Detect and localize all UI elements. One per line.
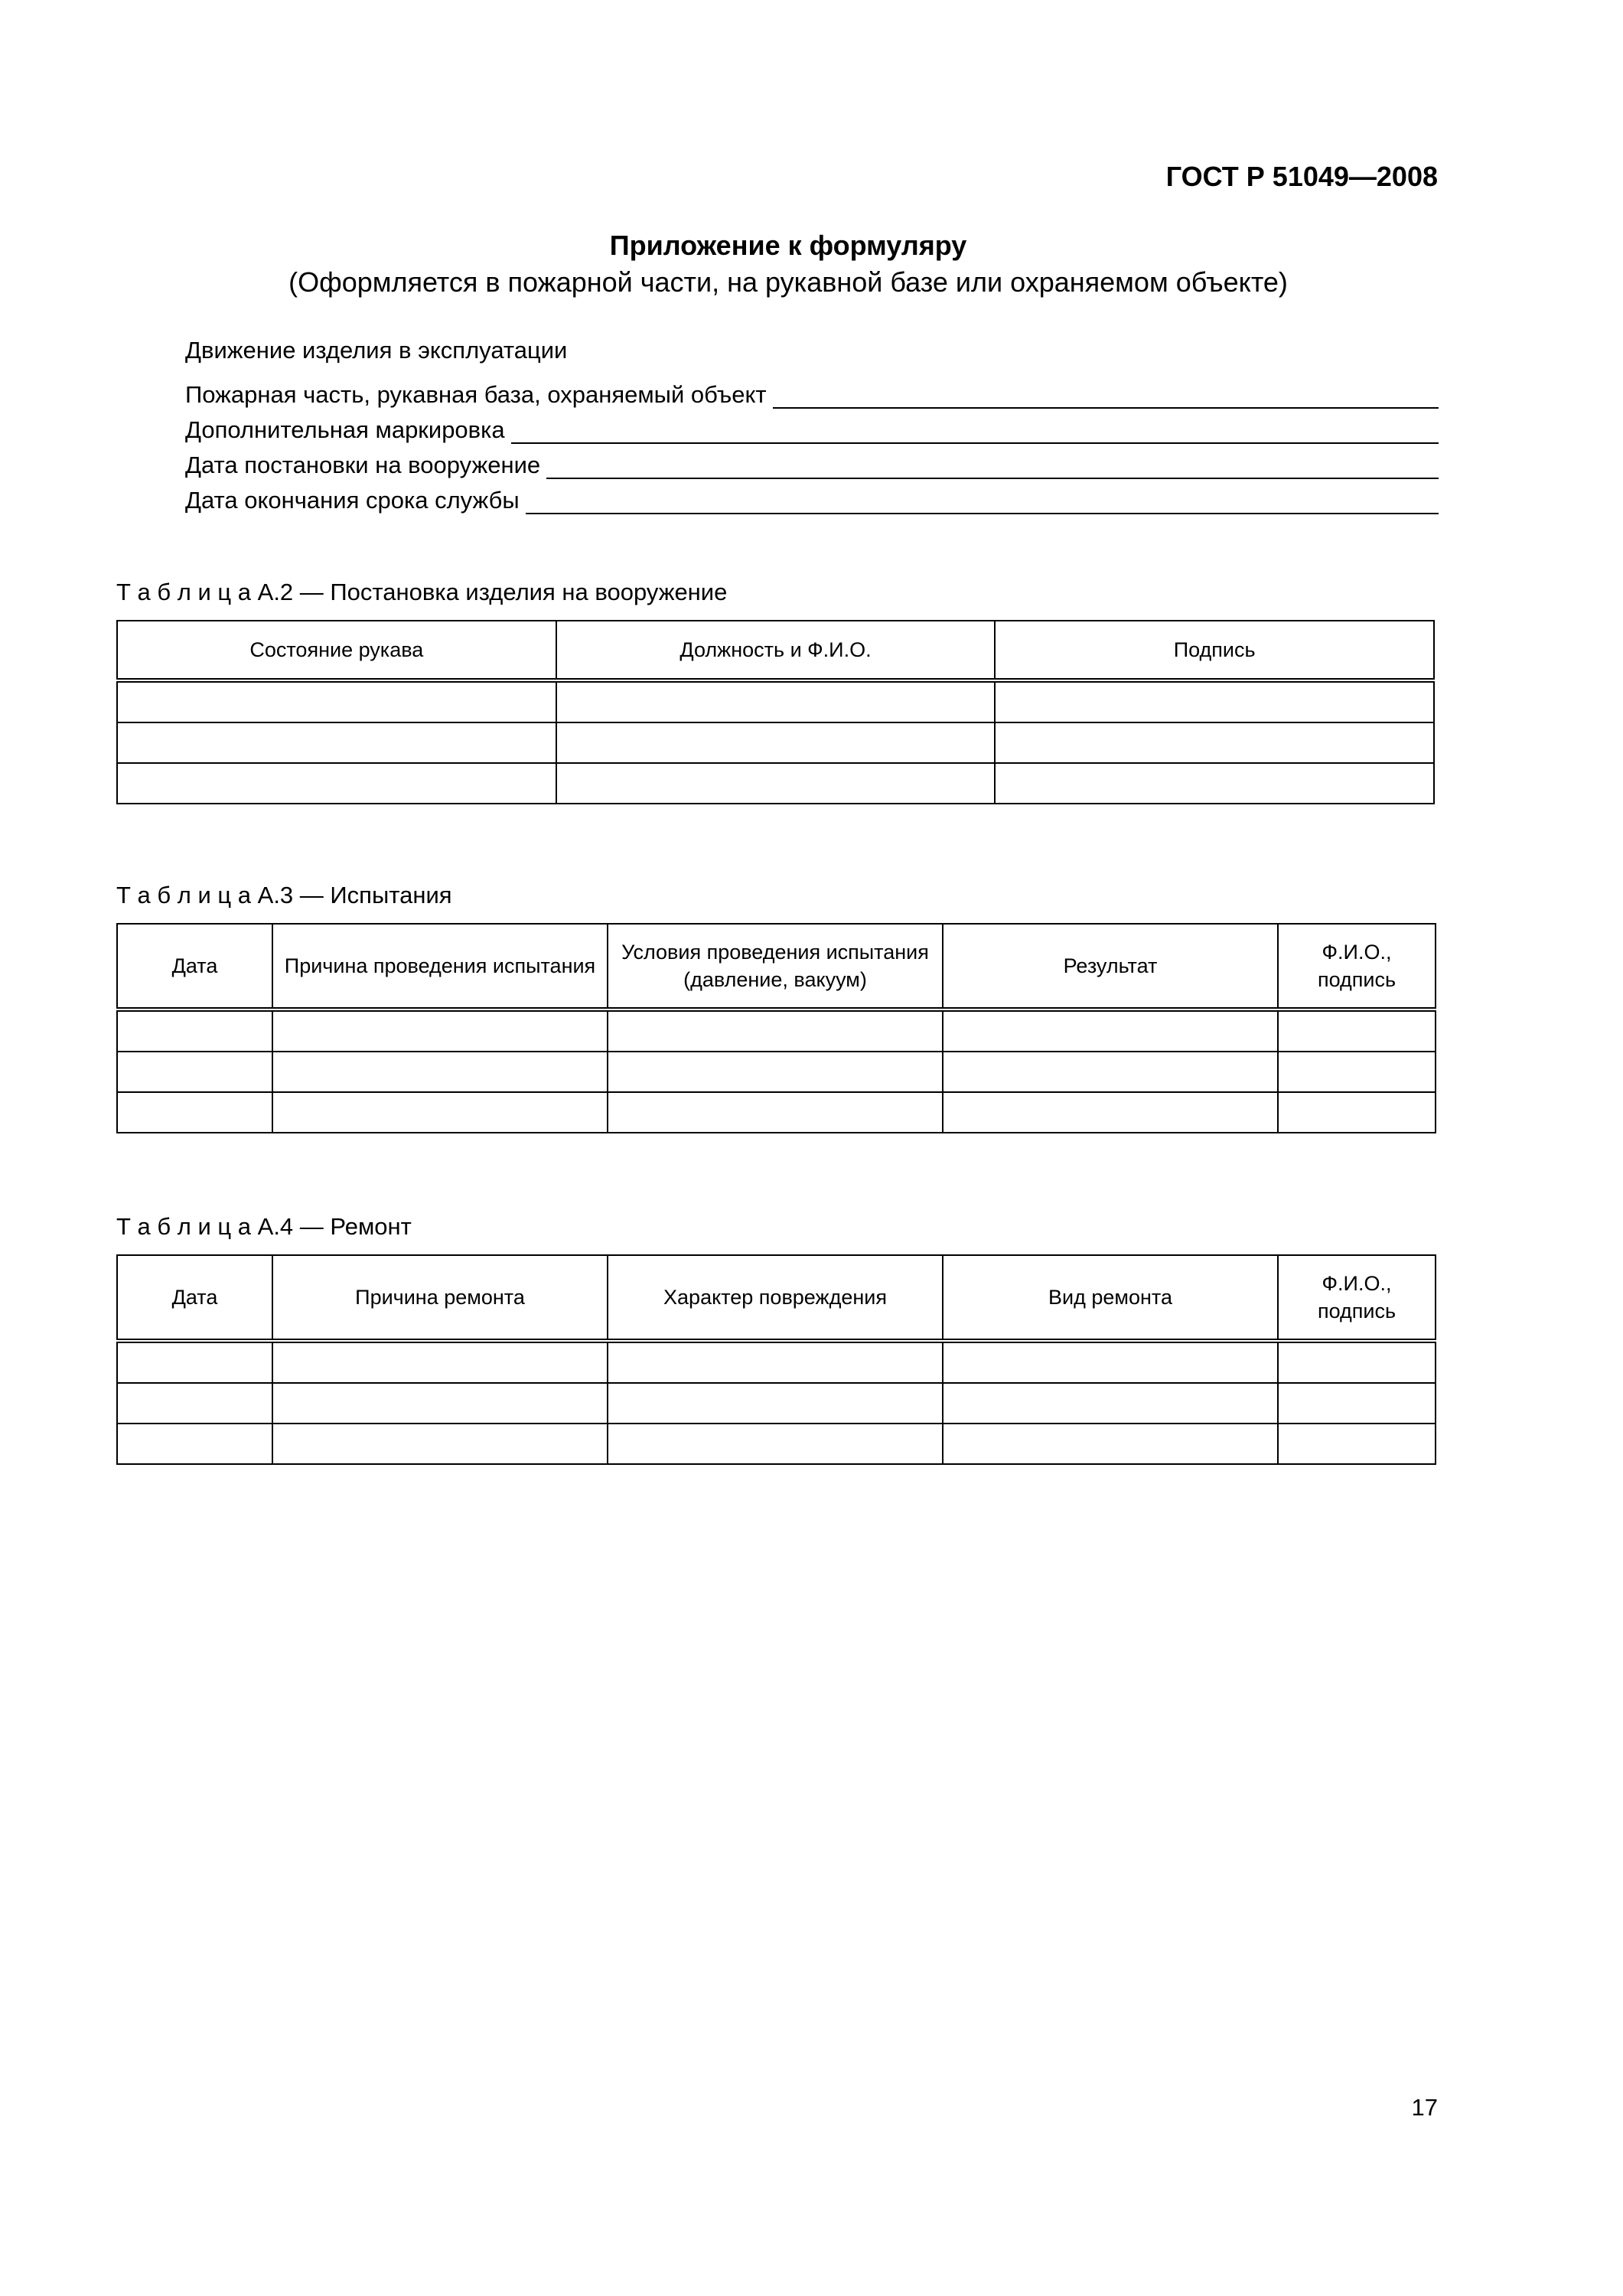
table-cell[interactable] bbox=[995, 763, 1434, 804]
table-cell[interactable] bbox=[1278, 1341, 1436, 1383]
table-a2 bbox=[116, 620, 1435, 804]
table-cell[interactable] bbox=[995, 722, 1434, 763]
page-subtitle: (Оформляется в пожарной части, на рукавной базе или охраняемом объекте) bbox=[288, 266, 1288, 298]
table-cell[interactable] bbox=[943, 1092, 1278, 1133]
page-number: 17 bbox=[1411, 2094, 1438, 2121]
table-cell[interactable] bbox=[117, 722, 556, 763]
table-cell[interactable] bbox=[117, 1052, 272, 1092]
column-header: Дата bbox=[117, 1255, 272, 1341]
fill-row-commission-date bbox=[185, 448, 1439, 479]
table-row bbox=[117, 680, 1434, 722]
table-cell[interactable] bbox=[117, 763, 556, 804]
table-cell[interactable] bbox=[272, 1383, 608, 1424]
fill-row-fire-unit bbox=[185, 378, 1439, 409]
table-cell[interactable] bbox=[556, 680, 996, 722]
table-header-row bbox=[117, 621, 1434, 680]
column-header: Дата bbox=[117, 924, 272, 1009]
table-cell[interactable] bbox=[272, 1009, 608, 1052]
table-cell[interactable] bbox=[556, 722, 996, 763]
table-cell[interactable] bbox=[117, 680, 556, 722]
table-row bbox=[117, 1092, 1436, 1133]
table-cell[interactable] bbox=[117, 1009, 272, 1052]
fill-label: Дата окончания срока службы bbox=[185, 487, 520, 514]
table-cell[interactable] bbox=[272, 1341, 608, 1383]
table-row bbox=[117, 1009, 1436, 1052]
table-cell[interactable] bbox=[1278, 1009, 1436, 1052]
fill-line bbox=[546, 455, 1439, 479]
table-a4 bbox=[116, 1254, 1435, 1465]
table-row bbox=[117, 763, 1434, 804]
column-header: Должность и Ф.И.О. bbox=[556, 621, 996, 680]
document-code: ГОСТ Р 51049—2008 bbox=[1165, 161, 1438, 192]
fill-label: Дополнительная маркировка bbox=[185, 416, 505, 443]
table-cell[interactable] bbox=[117, 1341, 272, 1383]
table-cell[interactable] bbox=[943, 1383, 1278, 1424]
fill-line bbox=[526, 490, 1439, 514]
table-caption-prefix: Т а б л и ц а bbox=[116, 1213, 252, 1240]
table-a3-caption bbox=[116, 882, 452, 909]
table-cell[interactable] bbox=[1278, 1092, 1436, 1133]
table-header-row bbox=[117, 1255, 1436, 1341]
table-cell[interactable] bbox=[556, 763, 996, 804]
table-cell[interactable] bbox=[117, 1092, 272, 1133]
table-cell[interactable] bbox=[1278, 1424, 1436, 1464]
table-cell[interactable] bbox=[943, 1424, 1278, 1464]
table-caption-prefix: Т а б л и ц а bbox=[116, 882, 252, 908]
column-header: Причина проведения испытания bbox=[272, 924, 608, 1009]
table-cell[interactable] bbox=[608, 1052, 943, 1092]
table-cell[interactable] bbox=[608, 1341, 943, 1383]
table-cell[interactable] bbox=[943, 1341, 1278, 1383]
column-header: Ф.И.О., подпись bbox=[1278, 924, 1436, 1009]
column-header: Условия проведения испытания (давление, вакуум) bbox=[608, 924, 943, 1009]
table-caption-prefix: Т а б л и ц а bbox=[116, 579, 252, 605]
table-header-row bbox=[117, 924, 1436, 1009]
table-caption-text: А.4 — Ремонт bbox=[257, 1213, 412, 1240]
table-cell[interactable] bbox=[117, 1383, 272, 1424]
movement-heading: Движение изделия в эксплуатации bbox=[185, 337, 568, 364]
table-cell[interactable] bbox=[943, 1052, 1278, 1092]
table-caption-text: А.3 — Испытания bbox=[257, 882, 452, 908]
fill-line bbox=[773, 384, 1439, 409]
table-row bbox=[117, 722, 1434, 763]
table-cell[interactable] bbox=[608, 1092, 943, 1133]
column-header: Ф.И.О., подпись bbox=[1278, 1255, 1436, 1341]
column-header: Результат bbox=[943, 924, 1278, 1009]
table-cell[interactable] bbox=[1278, 1052, 1436, 1092]
table-row bbox=[117, 1341, 1436, 1383]
table-cell[interactable] bbox=[272, 1052, 608, 1092]
table-cell[interactable] bbox=[608, 1424, 943, 1464]
column-header: Характер повреждения bbox=[608, 1255, 943, 1341]
table-cell[interactable] bbox=[117, 1424, 272, 1464]
column-header: Состояние рукава bbox=[117, 621, 556, 680]
table-row bbox=[117, 1383, 1436, 1424]
table-cell[interactable] bbox=[272, 1424, 608, 1464]
column-header: Подпись bbox=[995, 621, 1434, 680]
table-row bbox=[117, 1052, 1436, 1092]
table-row bbox=[117, 1424, 1436, 1464]
table-a3 bbox=[116, 923, 1435, 1133]
column-header: Причина ремонта bbox=[272, 1255, 608, 1341]
fill-label: Пожарная часть, рукавная база, охраняемый объект bbox=[185, 381, 767, 408]
fill-row-end-of-life-date bbox=[185, 484, 1439, 514]
fill-row-extra-marking bbox=[185, 413, 1439, 444]
table-cell[interactable] bbox=[272, 1092, 608, 1133]
table-cell[interactable] bbox=[995, 680, 1434, 722]
table-caption-text: А.2 — Постановка изделия на вооружение bbox=[257, 579, 728, 605]
table-cell[interactable] bbox=[608, 1009, 943, 1052]
table-cell[interactable] bbox=[1278, 1383, 1436, 1424]
table-a4-caption bbox=[116, 1213, 412, 1241]
table-cell[interactable] bbox=[943, 1009, 1278, 1052]
fill-line bbox=[511, 419, 1439, 444]
fill-label: Дата постановки на вооружение bbox=[185, 452, 541, 478]
table-cell[interactable] bbox=[608, 1383, 943, 1424]
page-title: Приложение к формуляру bbox=[609, 230, 967, 261]
column-header: Вид ремонта bbox=[943, 1255, 1278, 1341]
table-a2-caption bbox=[116, 579, 727, 606]
